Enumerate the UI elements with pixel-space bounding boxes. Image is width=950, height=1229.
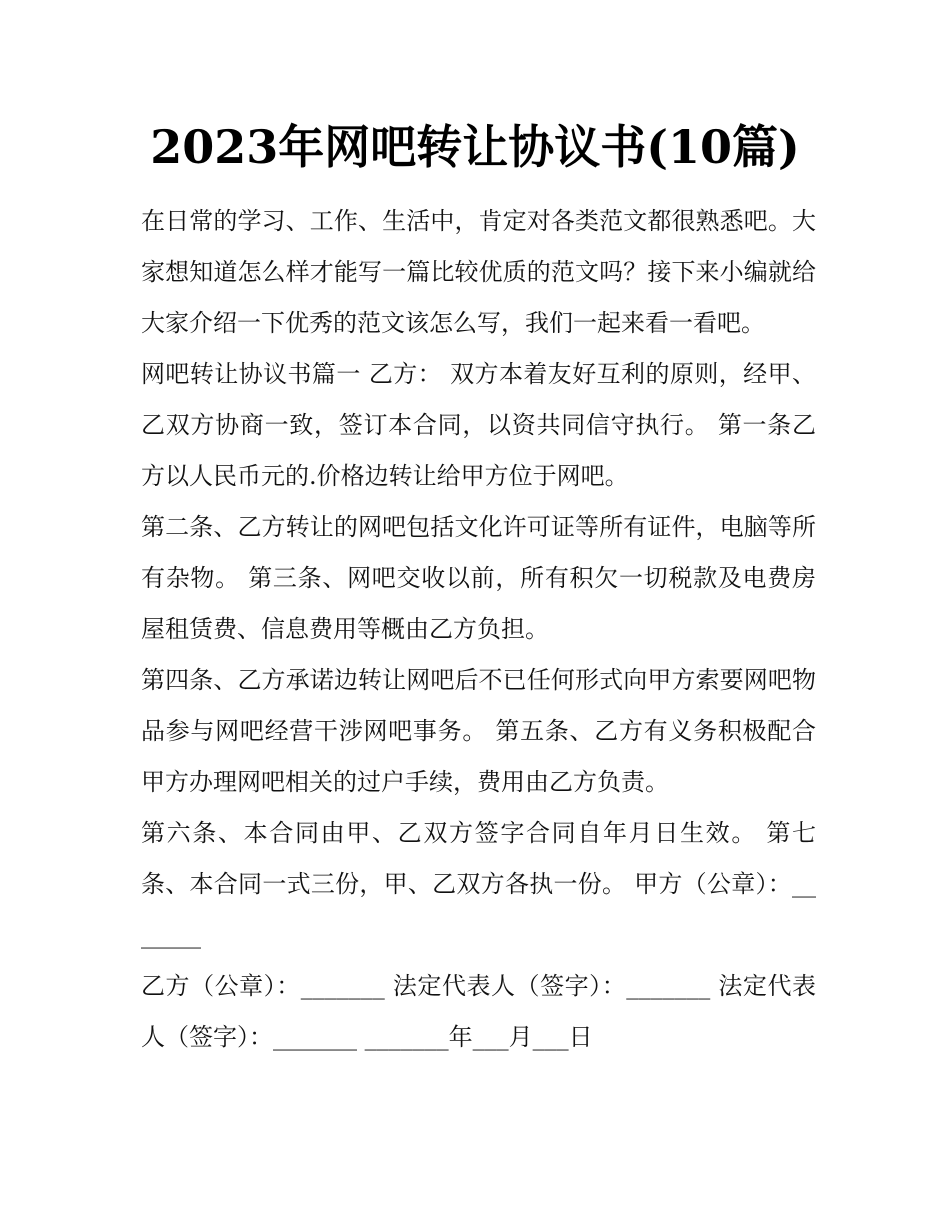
- document-title: 2023年网吧转让协议书(10篇): [150, 120, 800, 174]
- article-6-7-paragraph: 第六条、本合同由甲、乙双方签字合同自年月日生效。 第七条、本合同一式三份，甲、乙双方各执一份。 甲方（公章）：_______: [141, 819, 816, 949]
- article-2-3-paragraph: 第二条、乙方转让的网吧包括文化许可证等所有证件，电脑等所有杂物。 第三条、网吧交收以前，所有积欠一切税款及电费房屋租赁费、信息费用等概由乙方负担。: [141, 513, 816, 643]
- document-body: [141, 196, 816, 1063]
- article-intro-paragraph: 网吧转让协议书篇一 乙方： 双方本着友好互利的原则，经甲、乙双方协商一致，签订本合同，以资共同信守执行。 第一条乙方以人民币元的.价格边转让给甲方位于网吧。: [141, 360, 816, 490]
- intro-paragraph: 在日常的学习、工作、生活中，肯定对各类范文都很熟悉吧。大家想知道怎么样才能写一篇比较优质的范文吗？接下来小编就给大家介绍一下优秀的范文该怎么写，我们一起来看一看吧。: [141, 207, 816, 337]
- article-4-5-paragraph: 第四条、乙方承诺边转让网吧后不已任何形式向甲方索要网吧物品参与网吧经营干涉网吧事务。 第五条、乙方有义务积极配合甲方办理网吧相关的过户手续，费用由乙方负责。: [141, 666, 816, 796]
- signature-paragraph: 乙方（公章）：_______ 法定代表人（签字）：_______ 法定代表人（签字）：_______ _______年___月___日: [141, 972, 816, 1051]
